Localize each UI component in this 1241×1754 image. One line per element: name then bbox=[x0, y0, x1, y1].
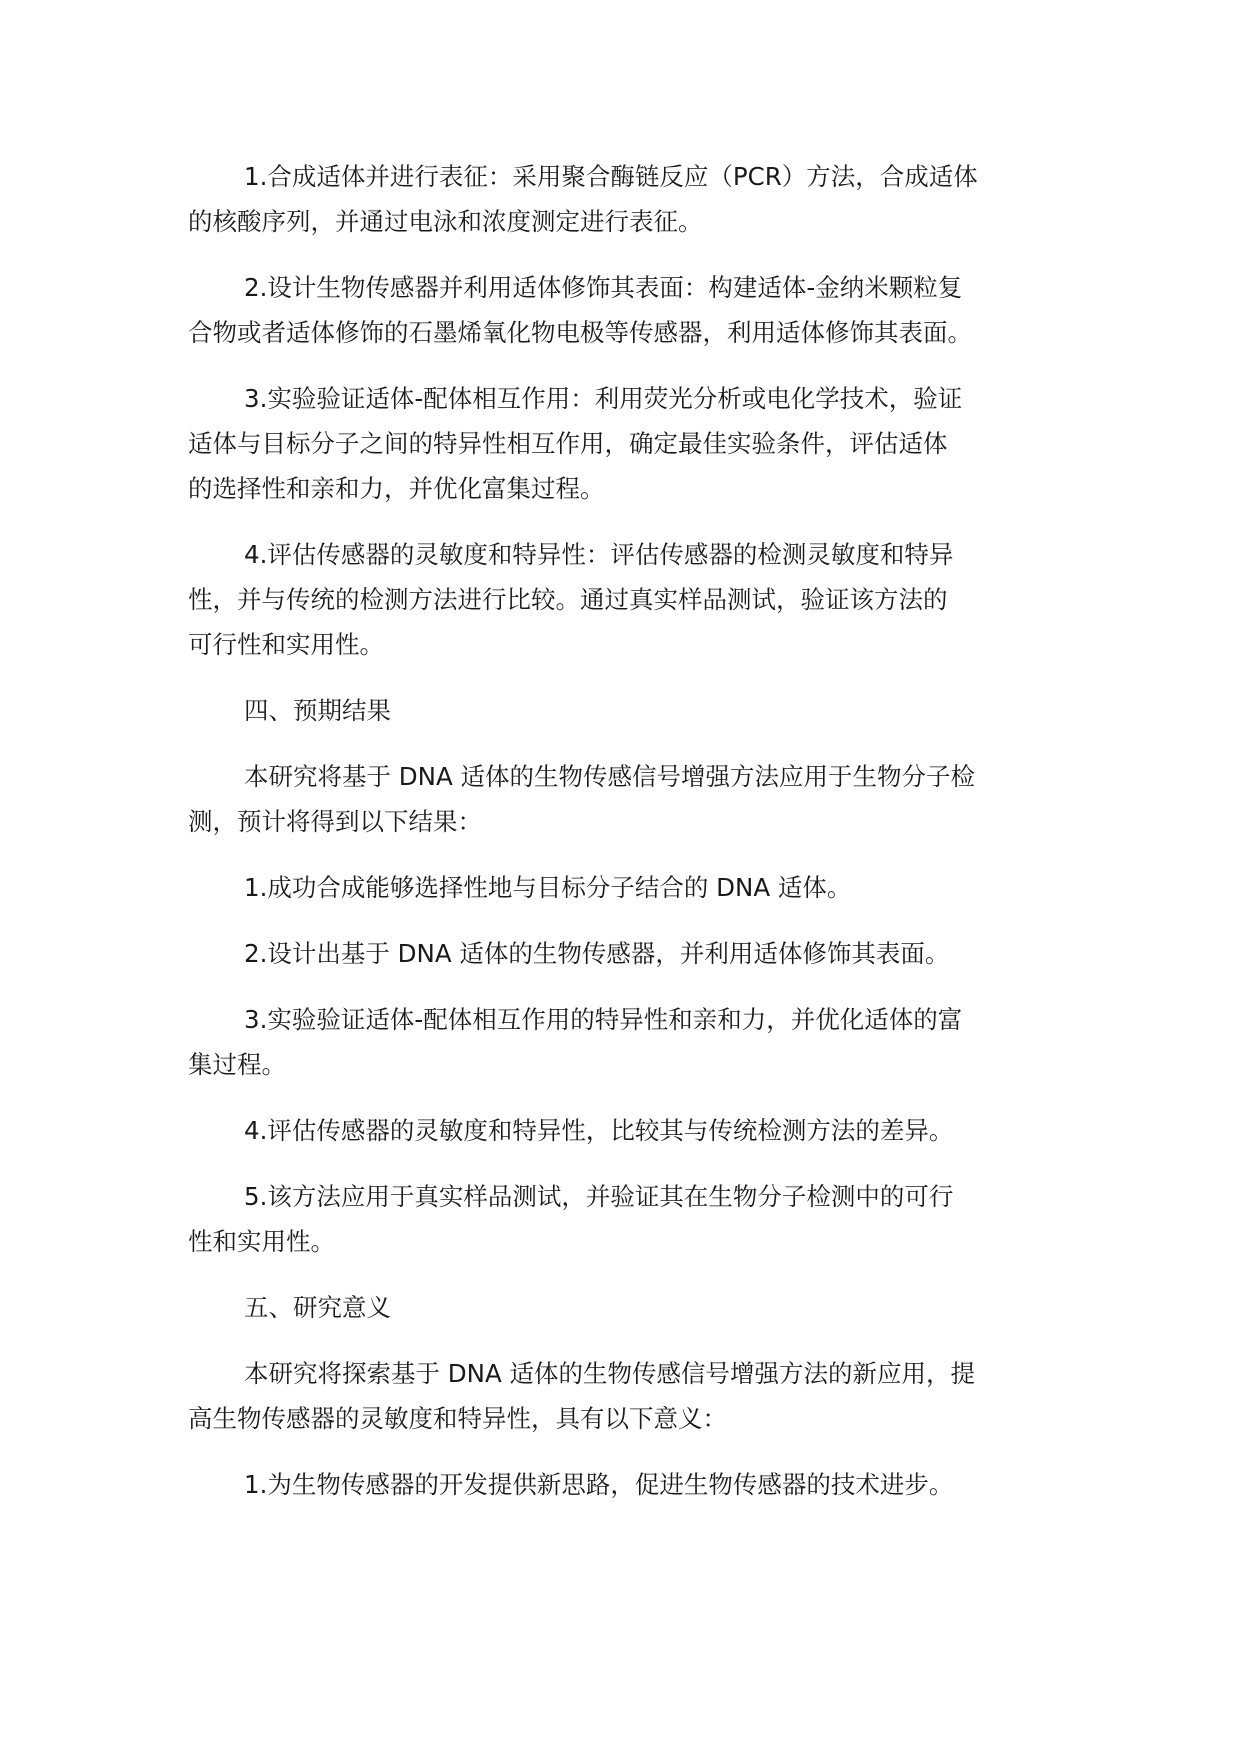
text-line: 1.合成适体并进行表征：采用聚合酶链反应（PCR）方法，合成适体 bbox=[244, 162, 978, 191]
document-body bbox=[188, 154, 1068, 1528]
text-line: 3.实验验证适体-配体相互作用的特异性和亲和力，并优化适体的富 bbox=[244, 1005, 963, 1034]
heading-text: 四、预期结果 bbox=[244, 696, 391, 725]
text-line: 2.设计生物传感器并利用适体修饰其表面：构建适体-金纳米颗粒复 bbox=[244, 273, 963, 302]
section-heading-significance bbox=[188, 1285, 1068, 1330]
text-line: 本研究将探索基于 DNA 适体的生物传感信号增强方法的新应用，提 bbox=[244, 1359, 976, 1388]
paragraph-significance-intro bbox=[188, 1351, 1068, 1441]
paragraph-step-3 bbox=[188, 376, 1068, 511]
text-line: 适体与目标分子之间的特异性相互作用，确定最佳实验条件，评估适体 bbox=[188, 429, 948, 458]
paragraph-result-5 bbox=[188, 1174, 1068, 1264]
text-line: 的选择性和亲和力，并优化富集过程。 bbox=[188, 474, 605, 503]
text-line: 高生物传感器的灵敏度和特异性，具有以下意义： bbox=[188, 1404, 727, 1433]
section-heading-expected-results bbox=[188, 688, 1068, 733]
text-line: 性和实用性。 bbox=[188, 1227, 335, 1256]
text-line: 5.该方法应用于真实样品测试，并验证其在生物分子检测中的可行 bbox=[244, 1182, 954, 1211]
text-line: 的核酸序列，并通过电泳和浓度测定进行表征。 bbox=[188, 207, 703, 236]
text-line: 本研究将基于 DNA 适体的生物传感信号增强方法应用于生物分子检 bbox=[244, 762, 976, 791]
paragraph-result-3 bbox=[188, 997, 1068, 1087]
paragraph-result-4 bbox=[188, 1108, 1068, 1153]
text-line: 1.为生物传感器的开发提供新思路，促进生物传感器的技术进步。 bbox=[244, 1470, 954, 1499]
text-line: 可行性和实用性。 bbox=[188, 630, 384, 659]
text-line: 3.实验验证适体-配体相互作用：利用荧光分析或电化学技术，验证 bbox=[244, 384, 963, 413]
paragraph-step-1 bbox=[188, 154, 1068, 244]
paragraph-results-intro bbox=[188, 754, 1068, 844]
text-line: 集过程。 bbox=[188, 1050, 286, 1079]
heading-text: 五、研究意义 bbox=[244, 1293, 391, 1322]
paragraph-step-2 bbox=[188, 265, 1068, 355]
text-line: 合物或者适体修饰的石墨烯氧化物电极等传感器，利用适体修饰其表面。 bbox=[188, 318, 972, 347]
text-line: 4.评估传感器的灵敏度和特异性，比较其与传统检测方法的差异。 bbox=[244, 1116, 954, 1145]
paragraph-result-2 bbox=[188, 931, 1068, 976]
paragraph-significance-1 bbox=[188, 1462, 1068, 1507]
text-line: 性，并与传统的检测方法进行比较。通过真实样品测试，验证该方法的 bbox=[188, 585, 948, 614]
text-line: 测，预计将得到以下结果： bbox=[188, 807, 482, 836]
text-line: 1.成功合成能够选择性地与目标分子结合的 DNA 适体。 bbox=[244, 873, 852, 902]
text-line: 4.评估传感器的灵敏度和特异性：评估传感器的检测灵敏度和特异 bbox=[244, 540, 954, 569]
text-line: 2.设计出基于 DNA 适体的生物传感器，并利用适体修饰其表面。 bbox=[244, 939, 950, 968]
paragraph-step-4 bbox=[188, 532, 1068, 667]
paragraph-result-1 bbox=[188, 865, 1068, 910]
